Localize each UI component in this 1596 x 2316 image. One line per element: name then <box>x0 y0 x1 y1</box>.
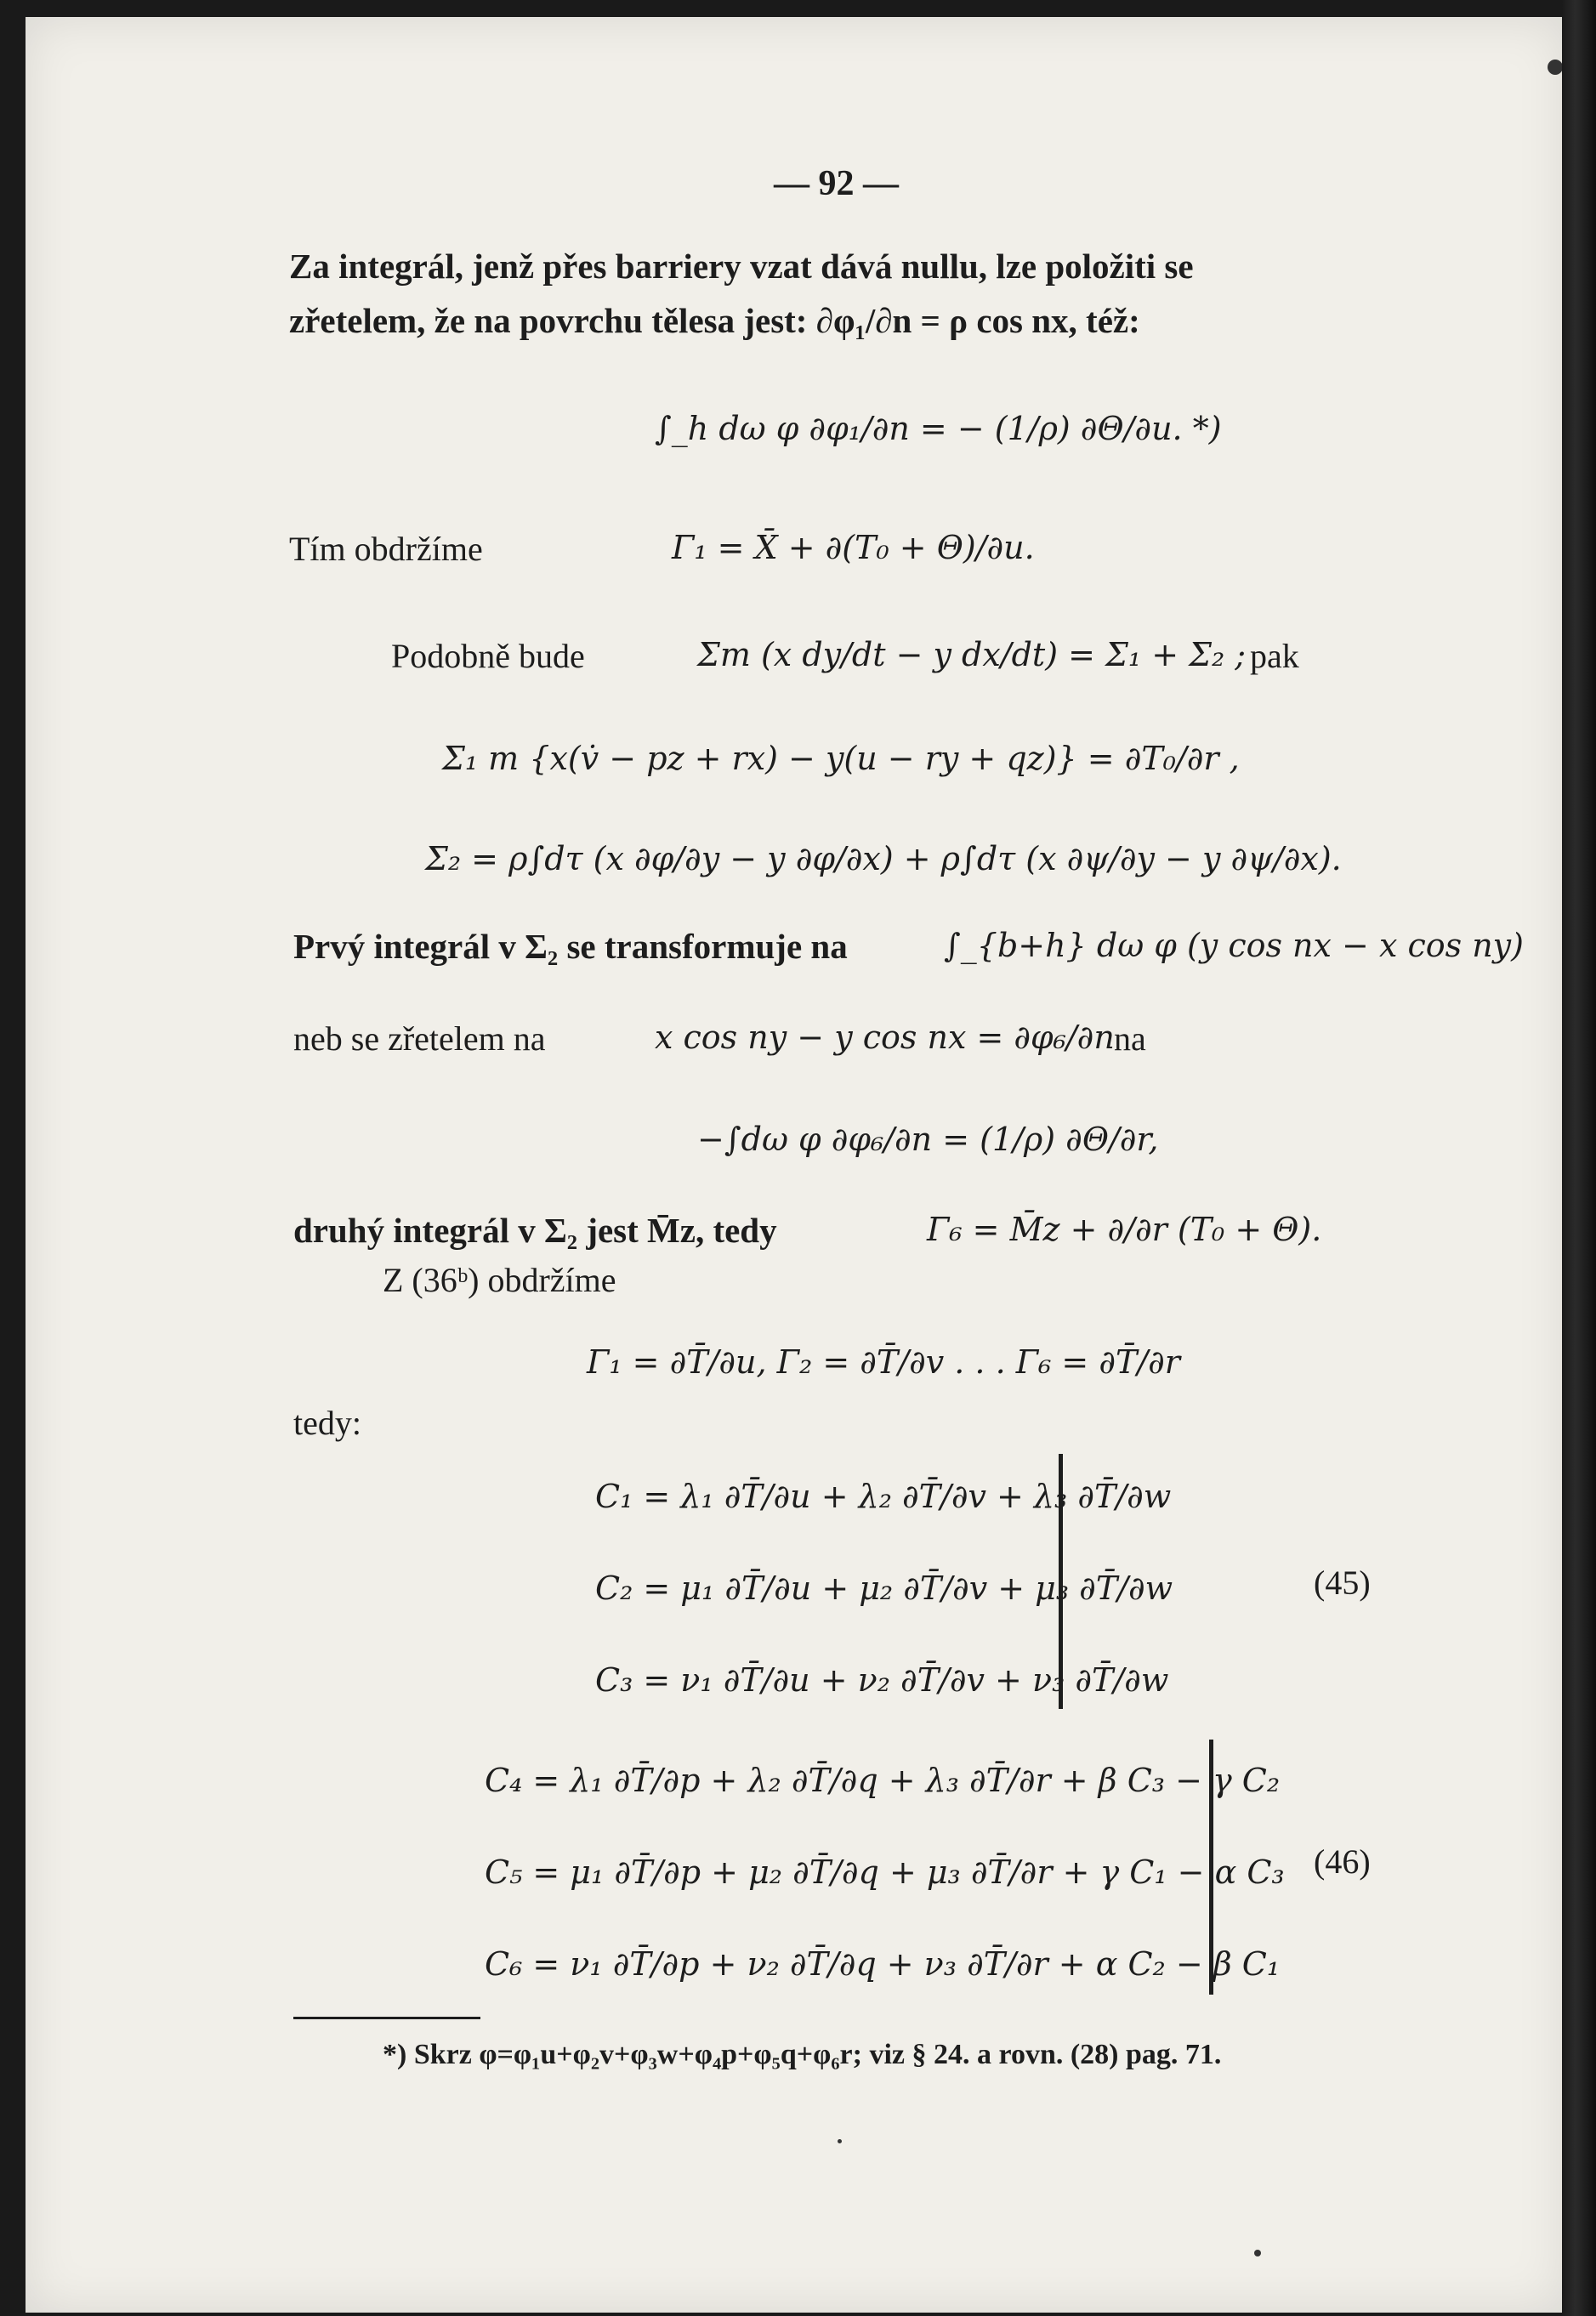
equation-c2: C₂ = μ₁ ∂T̄/∂u + μ₂ ∂T̄/∂v + μ₃ ∂T̄/∂w <box>595 1570 1173 1607</box>
equation-c3: C₃ = ν₁ ∂T̄/∂u + ν₂ ∂T̄/∂v + ν₃ ∂T̄/∂w <box>595 1661 1169 1699</box>
equation-number-45: (45) <box>1314 1564 1371 1602</box>
equation-gamma-derivatives: Γ₁ = ∂T̄/∂u, Γ₂ = ∂T̄/∂v . . . Γ₆ = ∂T̄/∂r <box>587 1343 1180 1381</box>
scanned-page <box>26 17 1566 2313</box>
page-number: — 92 — <box>774 164 899 203</box>
equation-cos-relation: x cos ny − y cos nx = ∂φ₆/∂n <box>655 1019 1115 1056</box>
paragraph-line-1: Za integrál, jenž přes barriery vzat dává nullu, lze položiti se <box>289 247 1194 286</box>
equation-c1: C₁ = λ₁ ∂T̄/∂u + λ₂ ∂T̄/∂v + λ₃ ∂T̄/∂w <box>595 1478 1172 1515</box>
paragraph-neb-se: neb se zřetelem na <box>293 1019 546 1058</box>
brace-46 <box>1209 1740 1213 1995</box>
equation-c4: C₄ = λ₁ ∂T̄/∂p + λ₂ ∂T̄/∂q + λ₃ ∂T̄/∂r + β C₃ − γ C₂ <box>485 1762 1281 1799</box>
scan-spot <box>1254 2250 1261 2256</box>
equation-c6: C₆ = ν₁ ∂T̄/∂p + ν₂ ∂T̄/∂q + ν₃ ∂T̄/∂r + α C₂ − β C₁ <box>485 1945 1281 1983</box>
brace-45 <box>1059 1454 1063 1709</box>
footnote: *) Skrz φ=φ₁u+φ₂v+φ₃w+φ₄p+φ₅q+φ₆r; viz § 24. a rovn. (28) pag. 71. <box>383 2039 1222 2070</box>
label-tedy: tedy: <box>293 1404 361 1442</box>
scan-edge <box>1562 0 1596 2316</box>
equation-integral-h: ∫_h dω φ ∂φ₁/∂n = − (1/ρ) ∂Θ/∂u. *) <box>655 410 1222 447</box>
equation-phi6: −∫dω φ ∂φ₆/∂n = (1/ρ) ∂Θ/∂r, <box>697 1121 1159 1158</box>
equation-gamma6: Γ₆ = M̄z + ∂/∂r (T₀ + Θ). <box>927 1211 1322 1248</box>
scan-spot <box>838 2139 842 2143</box>
label-pak: pak <box>1250 637 1299 675</box>
footnote-separator <box>293 2017 480 2019</box>
equation-gamma1: Γ₁ = X̄ + ∂(T₀ + Θ)/∂u. <box>672 529 1035 566</box>
equation-sigma1: Σ₁ m {x(v̇ − pz + rx) − y(u − ry + qz)} = ∂T₀/∂r , <box>442 740 1240 777</box>
label-na: na <box>1114 1019 1146 1058</box>
scan-spot <box>1548 60 1563 75</box>
paragraph-line-2: zřetelem, že na povrchu tělesa jest: ∂φ₁/∂n = ρ cos nx, též: <box>289 301 1140 340</box>
equation-number-46: (46) <box>1314 1842 1371 1881</box>
label-podobne-bude: Podobně bude <box>391 637 585 675</box>
equation-transform: ∫_{b+h} dω φ (y cos nx − x cos ny) <box>944 927 1524 964</box>
paragraph-druhy-integral: druhý integrál v Σ₂ jest M̄z, tedy <box>293 1211 777 1250</box>
equation-sum-m: Σm (x dy/dt − y dx/dt) = Σ₁ + Σ₂ ; <box>697 636 1247 673</box>
label-tim-obdrzime: Tím obdržíme <box>289 530 483 568</box>
equation-c5: C₅ = μ₁ ∂T̄/∂p + μ₂ ∂T̄/∂q + μ₃ ∂T̄/∂r + γ C₁ − α C₃ <box>485 1853 1285 1891</box>
paragraph-prvy-integral: Prvý integrál v Σ₂ se transformuje na <box>293 927 848 966</box>
equation-sigma2: Σ₂ = ρ∫dτ (x ∂φ/∂y − y ∂φ/∂x) + ρ∫dτ (x ∂ψ/∂y − y ∂ψ/∂x). <box>425 840 1342 877</box>
paragraph-z-36b: Z (36ᵇ) obdržíme <box>383 1261 616 1299</box>
